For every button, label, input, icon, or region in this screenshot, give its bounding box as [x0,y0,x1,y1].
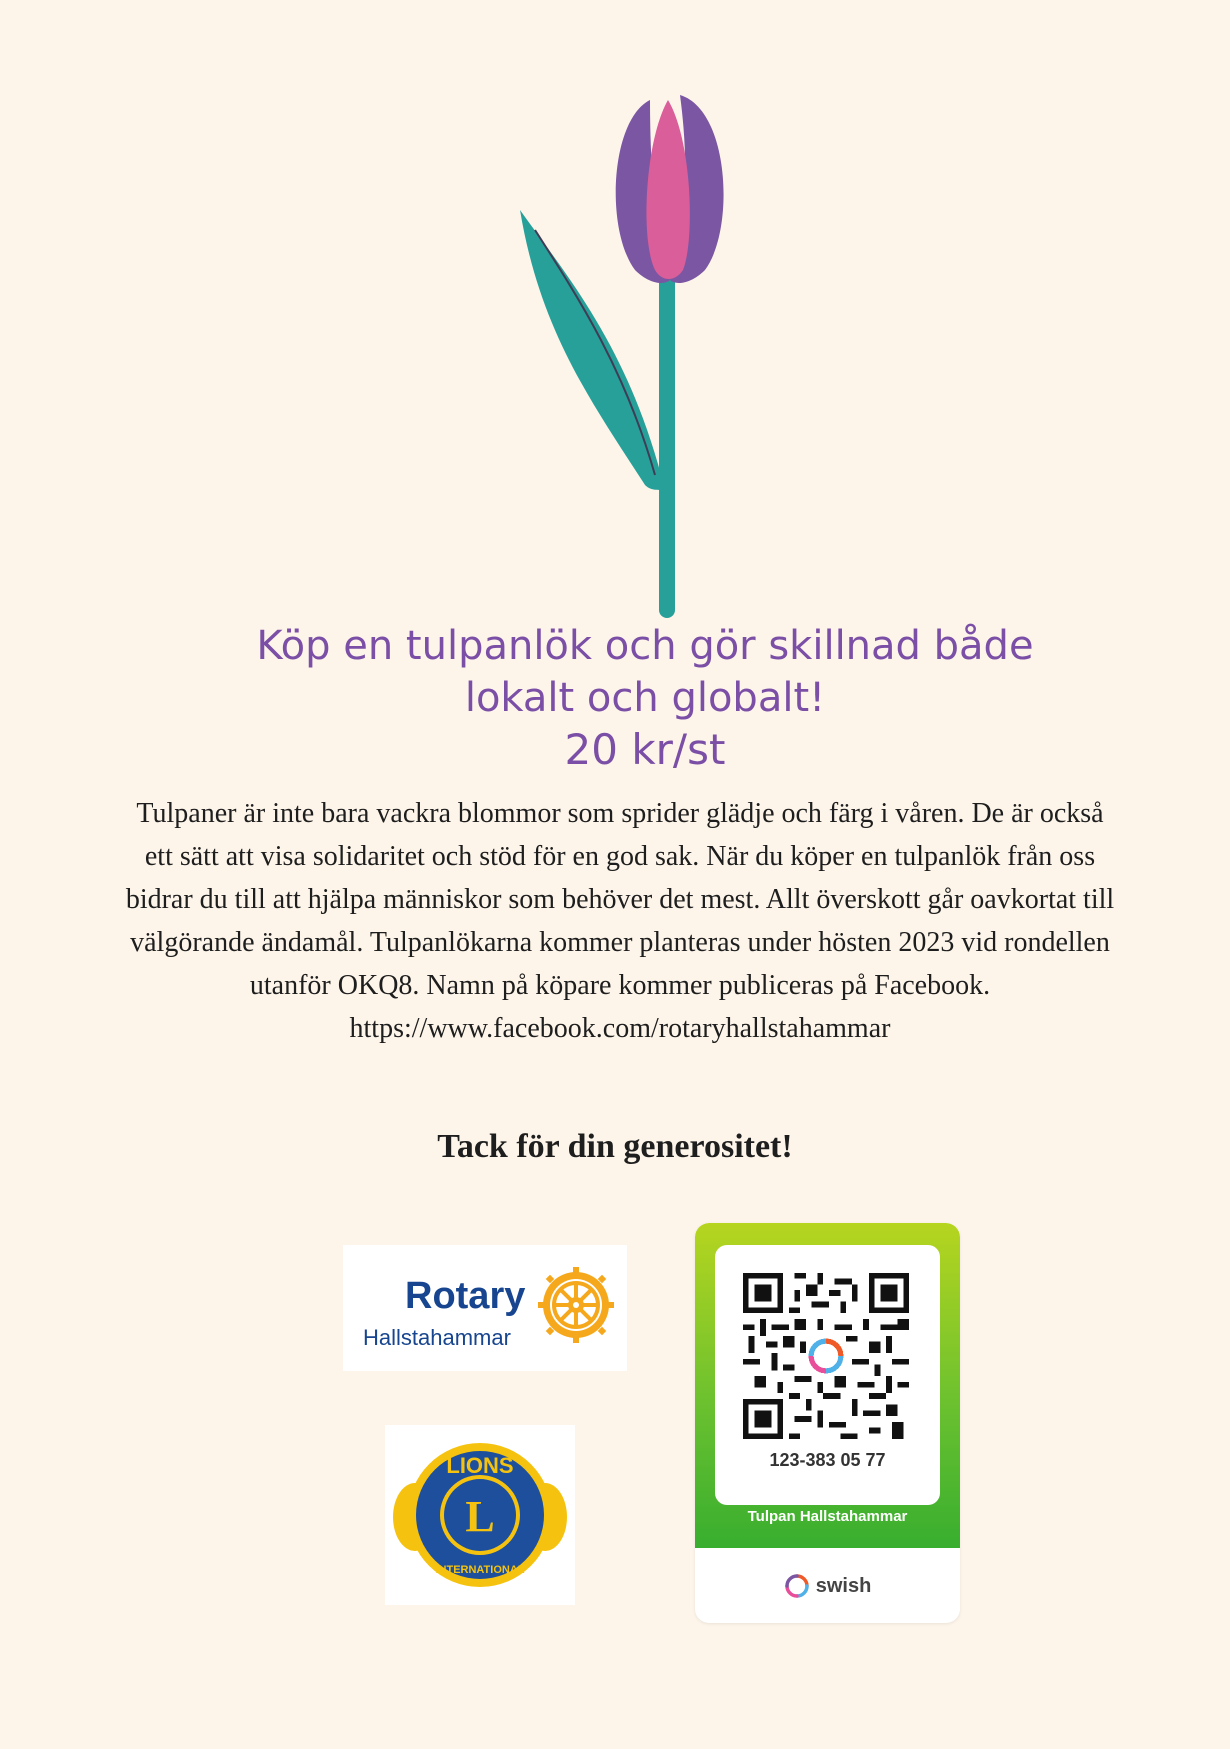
swish-recipient: Tulpan Hallstahammar [747,1508,908,1525]
lions-logo [385,1425,575,1605]
rotary-logo [343,1245,627,1371]
facebook-link[interactable]: https://www.facebook.com/rotaryhallstahammar [349,1013,891,1044]
thanks-text: Tack för din generositet! [437,1128,793,1165]
body-text [120,792,1120,1050]
swish-logo-icon [784,1573,810,1599]
lions-bottom-text: INTERNATIONAL [435,1564,525,1576]
rotary-wheel-icon [536,1265,616,1345]
rotary-wordmark: Rotary [405,1275,526,1317]
swish-brand [695,1573,960,1599]
tulip-illustration [480,90,760,620]
price: 20 kr/st [564,725,726,774]
body-paragraph: Tulpaner är inte bara vackra blommor som sprider glädje och färg i våren. De är också ett sätt att visa solidaritet och stöd för en god sak. När du köper en tulpanlök från oss bidrar du till att hjälpa människor som behöver det mest. Allt överskott går oavkortat till välgörande ändamål. Tulpanlökarna kommer planteras under hösten 2023 vid rondellen utanför OKQ8. Namn på köpare kommer publiceras på Facebook. [125,798,1115,1001]
swish-qr-card [695,1223,960,1623]
headline [160,620,1130,776]
swish-number: 123-383 05 77 [769,1450,886,1470]
rotary-club-name: Hallstahammar [363,1325,511,1350]
tulip-petal-center [646,100,689,279]
qr-code-icon[interactable] [743,1273,909,1439]
lions-emblem-icon [385,1425,575,1605]
swish-wordmark: swish [815,1574,872,1597]
lions-letter: L [465,1492,495,1541]
headline-line-1: Köp en tulpanlök och gör skillnad både [256,623,1034,669]
swish-qr-panel [715,1245,940,1505]
headline-line-2: lokalt och globalt! [464,675,826,721]
lions-top-text: LIONS [446,1453,514,1478]
